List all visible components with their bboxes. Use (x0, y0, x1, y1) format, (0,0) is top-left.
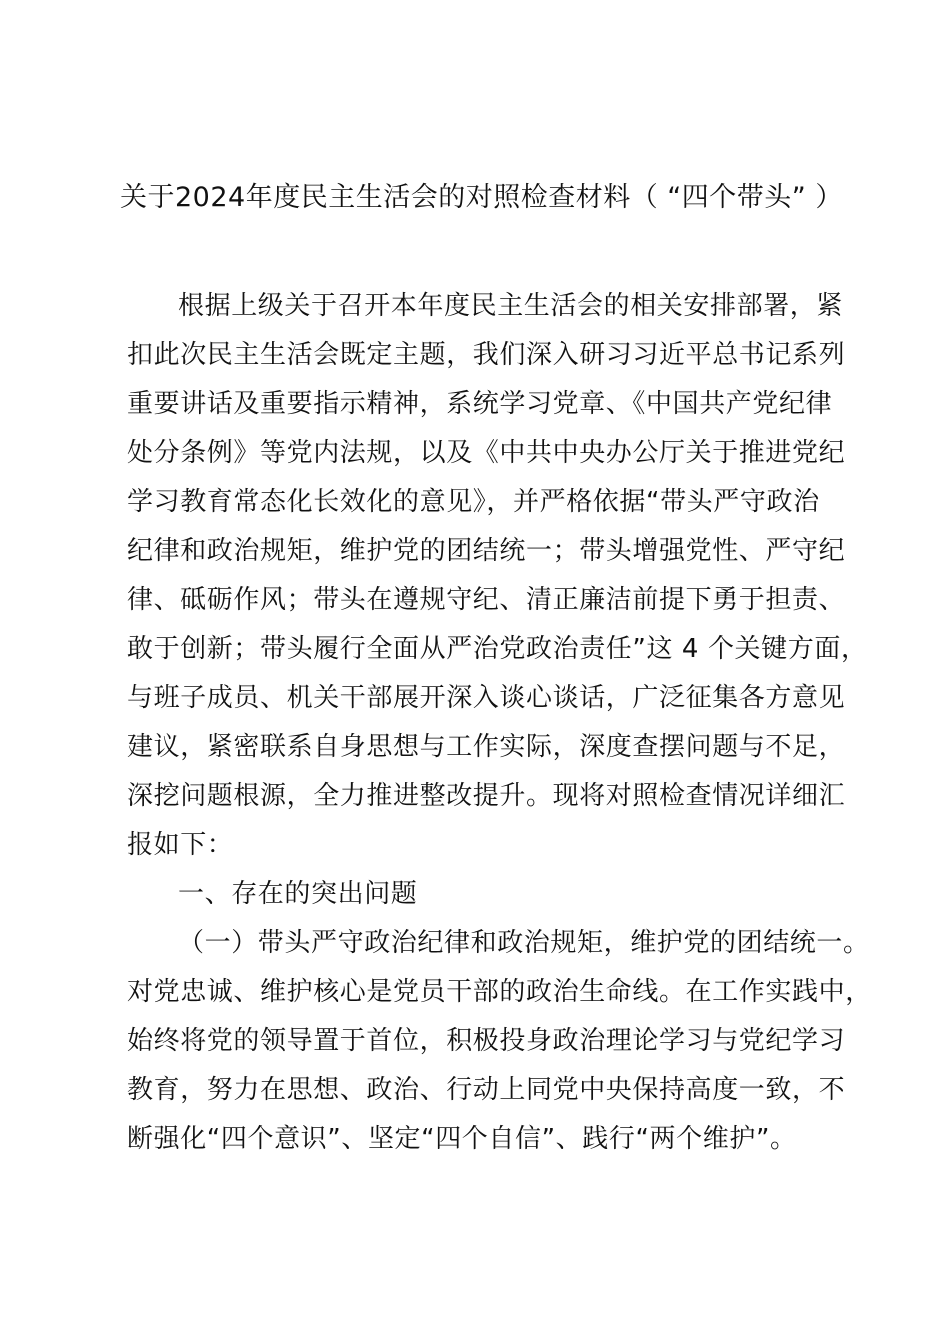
paragraph-line: 扣此次民主生活会既定主题，我们深入研习习近平总书记系列 (127, 340, 846, 370)
paragraph-line: 报如下： (127, 830, 234, 860)
paragraph-line: 深挖问题根源，全力推进整改提升。现将对照检查情况详细汇 (127, 781, 846, 811)
paragraph-line: 始终将党的领导置于首位，积极投身政治理论学习与党纪学习 (127, 1026, 846, 1056)
paragraph-line: 律、砥砺作风；带头在遵规守纪、清正廉洁前提下勇于担责、 (127, 585, 846, 615)
paragraph-line: 纪律和政治规矩，维护党的团结统一；带头增强党性、严守纪 (127, 536, 846, 566)
paragraph-line: 处分条例》等党内法规，以及《中共中央办公厅关于推进党纪 (127, 438, 846, 468)
paragraph-line: 根据上级关于召开本年度民主生活会的相关安排部署，紧 (178, 291, 844, 321)
paragraph-line: 敢于创新；带头履行全面从严治党政治责任”这 4 个关键方面， (127, 634, 868, 664)
section-heading: 一、存在的突出问题 (178, 879, 418, 909)
subsection-heading: （一）带头严守政治纪律和政治规矩，维护党的团结统一。 (178, 928, 870, 958)
paragraph-line: 断强化“四个意识”、坚定“四个自信”、践行“两个维护”。 (127, 1124, 797, 1154)
document-title: 关于2024年度民主生活会的对照检查材料（ “四个带头” ） (120, 182, 843, 213)
paragraph-line: 重要讲话及重要指示精神，系统学习党章、《中国共产党纪律 (127, 389, 833, 419)
paragraph-line: 学习教育常态化长效化的意见》，并严格依据“带头严守政治 (127, 487, 820, 517)
paragraph-line: 教育，努力在思想、政治、行动上同党中央保持高度一致，不 (127, 1075, 846, 1105)
paragraph-line: 对党忠诚、维护核心是党员干部的政治生命线。在工作实践中， (127, 977, 872, 1007)
paragraph-line: 建议，紧密联系自身思想与工作实际，深度查摆问题与不足， (127, 732, 846, 762)
paragraph-line: 与班子成员、机关干部展开深入谈心谈话，广泛征集各方意见 (127, 683, 846, 713)
